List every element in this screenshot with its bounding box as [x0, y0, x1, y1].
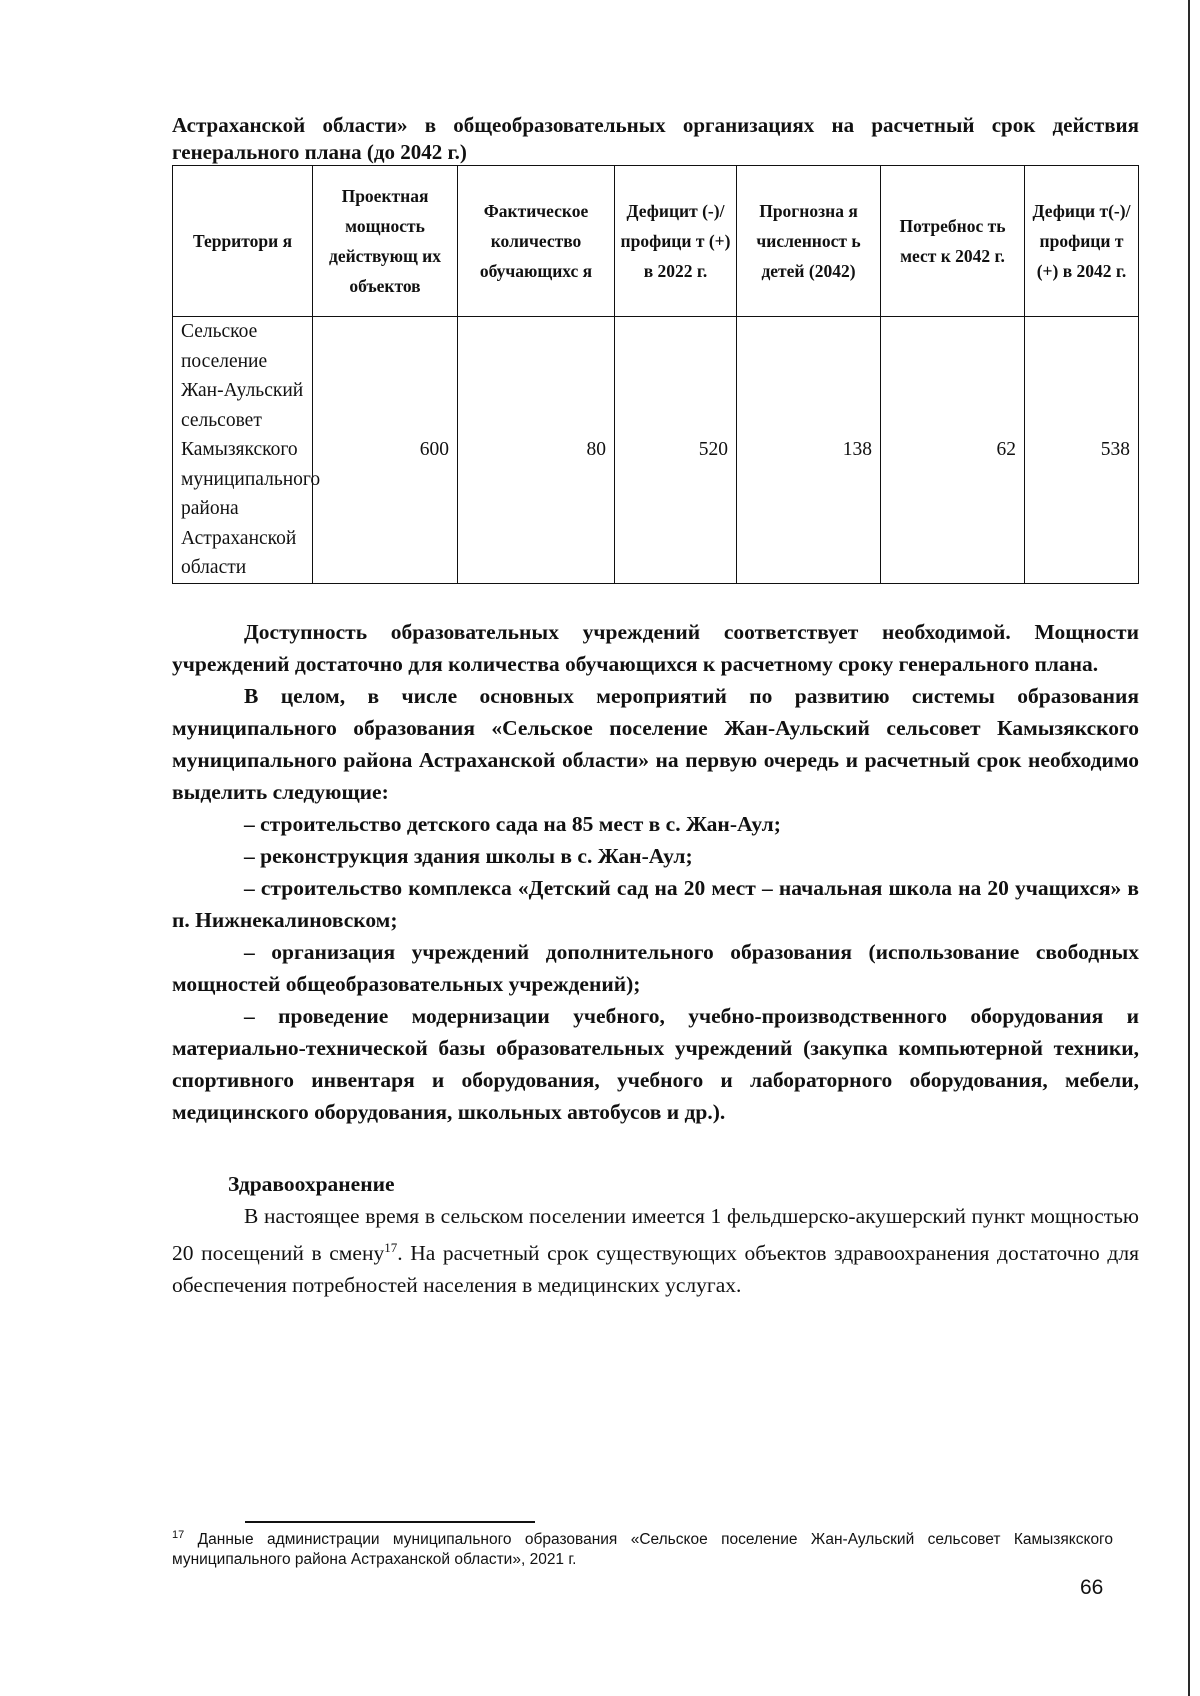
cell-deficit-2042: 538 — [1025, 317, 1139, 584]
table-row — [173, 317, 1139, 584]
col-header-capacity: Проектная мощность действующ их объектов — [313, 166, 458, 317]
col-header-actual: Фактическое количество обучающихс я — [458, 166, 615, 317]
list-item: – реконструкция здания школы в с. Жан-Аул; — [244, 843, 693, 868]
col-header-deficit-2042: Дефици т(-)/ профици т (+) в 2042 г. — [1025, 166, 1139, 317]
list-item: – проведение модернизации учебного, учебно-производственного оборудования и материально-технической базы образовательных учреждений (закупка компьютерной техники, спортивного инвентаря и оборудования, учебного и лабораторного оборудования, мебели, медицинского оборудования, школьных автобусов и др.). — [172, 1003, 1139, 1124]
list-item: – строительство комплекса «Детский сад на 20 мест – начальная школа на 20 учащихся» в п. Нижнекалиновском; — [172, 875, 1139, 932]
col-header-deficit-2022: Дефицит (-)/ профици т (+) в 2022 г. — [615, 166, 737, 317]
footnote-text: Данные администрации муниципального образования «Сельское поселение Жан-Аульский сельсовет Камызякского муниципального района Астраханской области», 2021 г. — [172, 1531, 1113, 1568]
health-text-before: В настоящее время в сельском поселении имеется 1 фельдшерско-акушерский пункт мощностью 20 посещений в смену — [172, 1203, 1139, 1265]
cell-actual: 80 — [458, 317, 615, 584]
footnote-mark: 17 — [172, 1528, 185, 1541]
col-header-territory: Территори я — [173, 166, 313, 317]
footnote-divider — [245, 1521, 535, 1523]
table-caption: Астраханской области» в общеобразовательных организациях на расчетный срок действия генерального плана (до 2042 г.) — [172, 113, 1139, 164]
cell-capacity: 600 — [313, 317, 458, 584]
document-page — [172, 112, 1139, 1301]
page-right-border — [1188, 0, 1190, 1696]
paragraph-measures: В целом, в числе основных мероприятий по развитию системы образования муниципального образования «Сельское поселение Жан-Аульский сельсовет Камызякского муниципального района Астраханской области» на первую очередь и расчетный срок необходимо выделить следующие: — [172, 683, 1139, 804]
paragraph-accessibility: Доступность образовательных учреждений соответствует необходимой. Мощности учреждений достаточно для количества обучающихся к расчетному сроку генерального плана. — [172, 619, 1139, 676]
page-number: 66 — [1080, 1576, 1104, 1599]
education-conclusions — [172, 616, 1139, 1128]
health-text-after: . На расчетный срок существующих объектов здравоохранения достаточно для обеспечения потребностей населения в медицинских услугах. — [172, 1240, 1139, 1297]
cell-deficit-2022: 520 — [615, 317, 737, 584]
col-header-need-2042: Потребнос ть мест к 2042 г. — [881, 166, 1025, 317]
col-header-forecast: Прогнозна я численност ь детей (2042) — [737, 166, 881, 317]
section-heading-health: Здравоохранение — [228, 1171, 395, 1196]
schools-table — [172, 165, 1139, 584]
cell-need-2042: 62 — [881, 317, 1025, 584]
footnote — [172, 1530, 1113, 1570]
paragraph-health — [172, 1200, 1139, 1301]
footnote-reference[interactable]: 17 — [384, 1239, 398, 1255]
cell-territory: Сельское поселение Жан-Аульский сельсовет Камызякского муниципального района Астраханской области — [173, 317, 313, 584]
table-header-row — [173, 166, 1139, 317]
list-item: – организация учреждений дополнительного образования (использование свободных мощностей общеобразовательных учреждений); — [172, 939, 1139, 996]
cell-forecast: 138 — [737, 317, 881, 584]
list-item: – строительство детского сада на 85 мест в с. Жан-Аул; — [244, 811, 781, 836]
